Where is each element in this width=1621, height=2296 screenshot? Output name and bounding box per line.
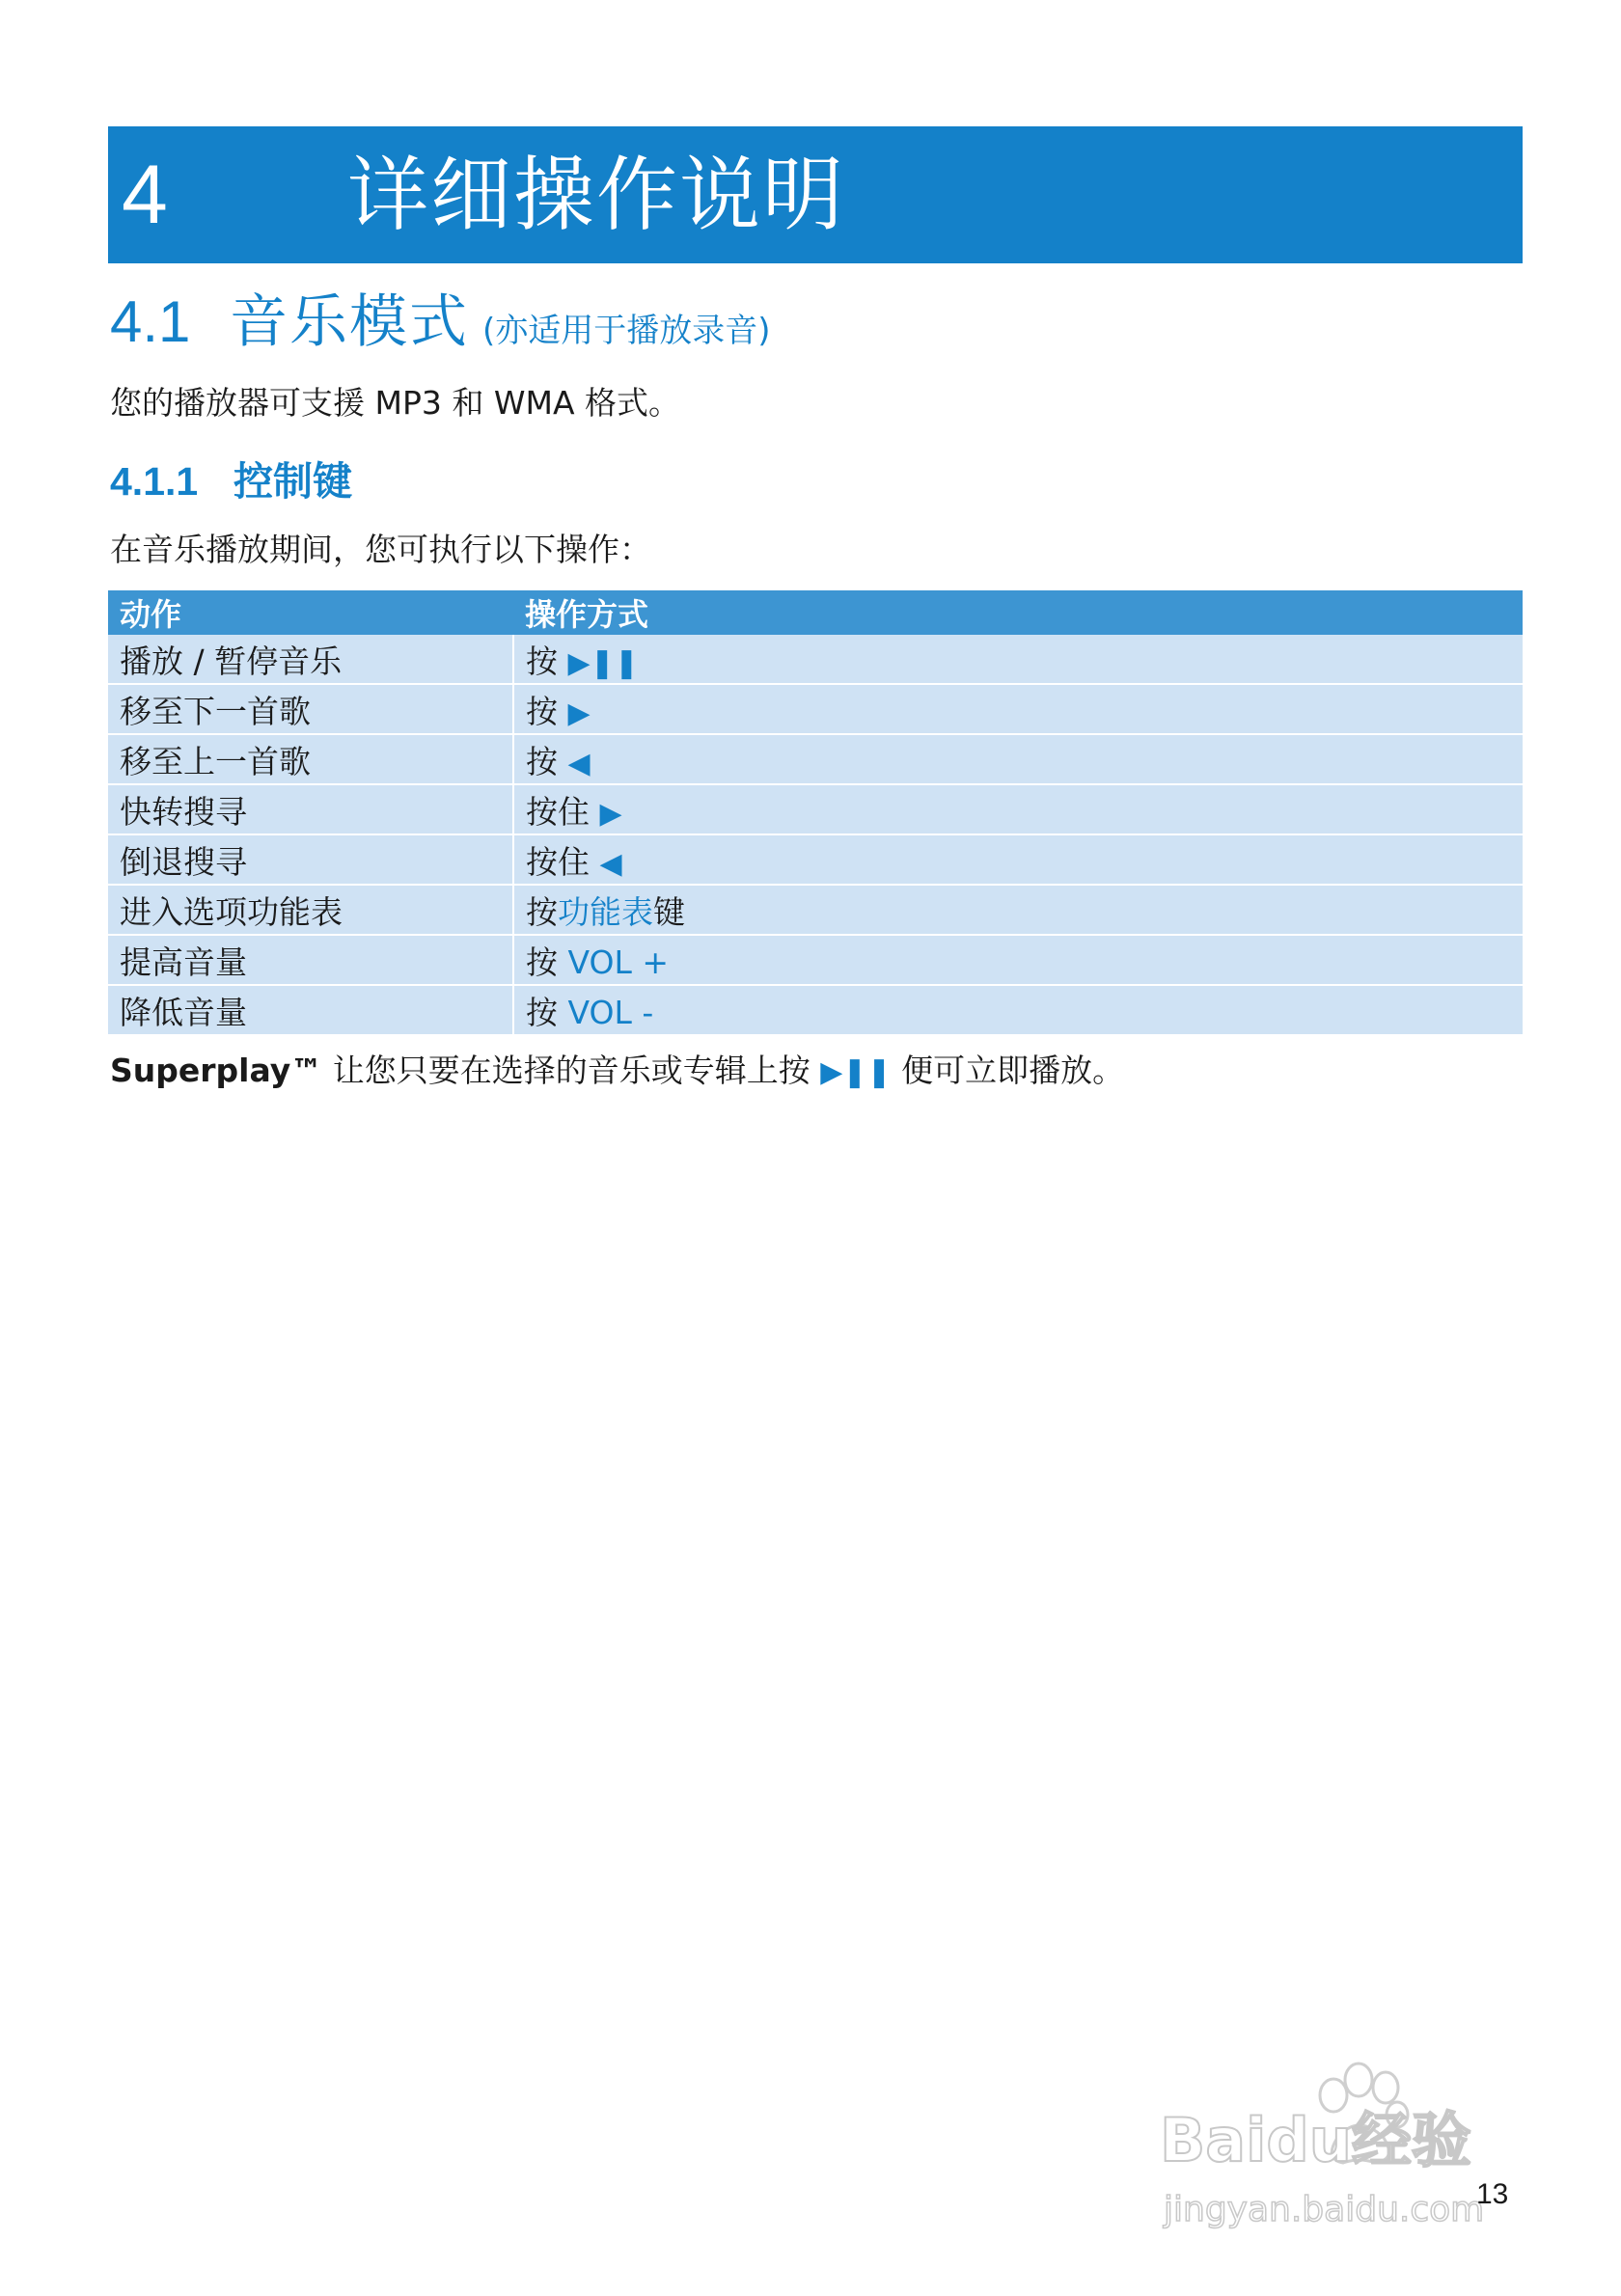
paw-icon [1320, 2064, 1408, 2163]
table-cell-action: 移至下一首歌 [108, 684, 513, 734]
section-title: 音乐模式 [230, 288, 469, 356]
table-cell-method [513, 935, 1523, 985]
next-icon: ▶ [567, 696, 591, 730]
controls-table [108, 590, 1523, 1036]
table-cell-action: 提高音量 [108, 935, 513, 985]
table-cell-action: 倒退搜寻 [108, 834, 513, 885]
method-prefix: 按住 [526, 842, 600, 881]
subsection-number: 4.1.1 [110, 459, 199, 504]
subsection-title: 控制键 [234, 458, 352, 505]
previous-icon: ◀ [567, 746, 591, 780]
volume-down-label: VOL - [567, 993, 654, 1031]
volume-up-label: VOL + [567, 943, 669, 981]
table-row [108, 935, 1523, 985]
page-number: 13 [1476, 2178, 1509, 2210]
method-prefix: 按 [526, 943, 568, 981]
method-prefix: 按 [526, 993, 568, 1031]
table-row [108, 635, 1523, 684]
superplay-text-before: 让您只要在选择的音乐或专辑上按 [322, 1052, 821, 1089]
menu-key-label: 功能表 [558, 892, 653, 931]
table-row [108, 885, 1523, 935]
superplay-text-after: 便可立即播放。 [891, 1052, 1125, 1089]
next-icon: ▶ [599, 796, 622, 831]
method-suffix: 键 [653, 892, 685, 931]
watermark-brand: Baidu经验 [1160, 2105, 1471, 2175]
table-cell-method [513, 784, 1523, 834]
previous-icon: ◀ [599, 846, 622, 881]
table-cell-method [513, 684, 1523, 734]
table-cell-action: 移至上一首歌 [108, 734, 513, 784]
method-prefix: 按 [526, 892, 558, 931]
table-header-action: 动作 [108, 590, 513, 635]
superplay-note [110, 1046, 1124, 1091]
table-row [108, 784, 1523, 834]
method-prefix: 按 [526, 692, 568, 730]
table-cell-action: 快转搜寻 [108, 784, 513, 834]
lead-in-paragraph: 在音乐播放期间，您可执行以下操作： [110, 531, 651, 568]
table-cell-method [513, 985, 1523, 1035]
table-row [108, 834, 1523, 885]
table-cell-method [513, 635, 1523, 684]
method-prefix: 按 [526, 642, 568, 680]
intro-paragraph: 您的播放器可支援 MP3 和 WMA 格式。 [110, 384, 681, 422]
table-header-method: 操作方式 [513, 590, 1523, 635]
section-heading [110, 276, 771, 356]
table-cell-method [513, 734, 1523, 784]
table-cell-action: 降低音量 [108, 985, 513, 1035]
table-row [108, 684, 1523, 734]
section-subtitle: (亦适用于播放录音) [482, 312, 771, 350]
chapter-banner [108, 126, 1523, 263]
table-row [108, 985, 1523, 1035]
watermark-url: jingyan.baidu.com [1164, 2190, 1485, 2229]
play-pause-icon: ▶❚❚ [567, 645, 639, 680]
table-header-row [108, 590, 1523, 635]
method-prefix: 按 [526, 742, 568, 780]
table-cell-action: 进入选项功能表 [108, 885, 513, 935]
subsection-heading [110, 450, 352, 506]
table-cell-action: 播放 / 暂停音乐 [108, 635, 513, 684]
section-number: 4.1 [110, 289, 191, 354]
chapter-title: 详细操作说明 [347, 148, 846, 242]
chapter-number: 4 [122, 149, 168, 241]
superplay-brand: Superplay™ [110, 1052, 323, 1089]
table-cell-method [513, 885, 1523, 935]
play-pause-icon: ▶❚❚ [820, 1055, 892, 1089]
method-prefix: 按住 [526, 792, 600, 831]
table-row [108, 734, 1523, 784]
table-cell-method [513, 834, 1523, 885]
